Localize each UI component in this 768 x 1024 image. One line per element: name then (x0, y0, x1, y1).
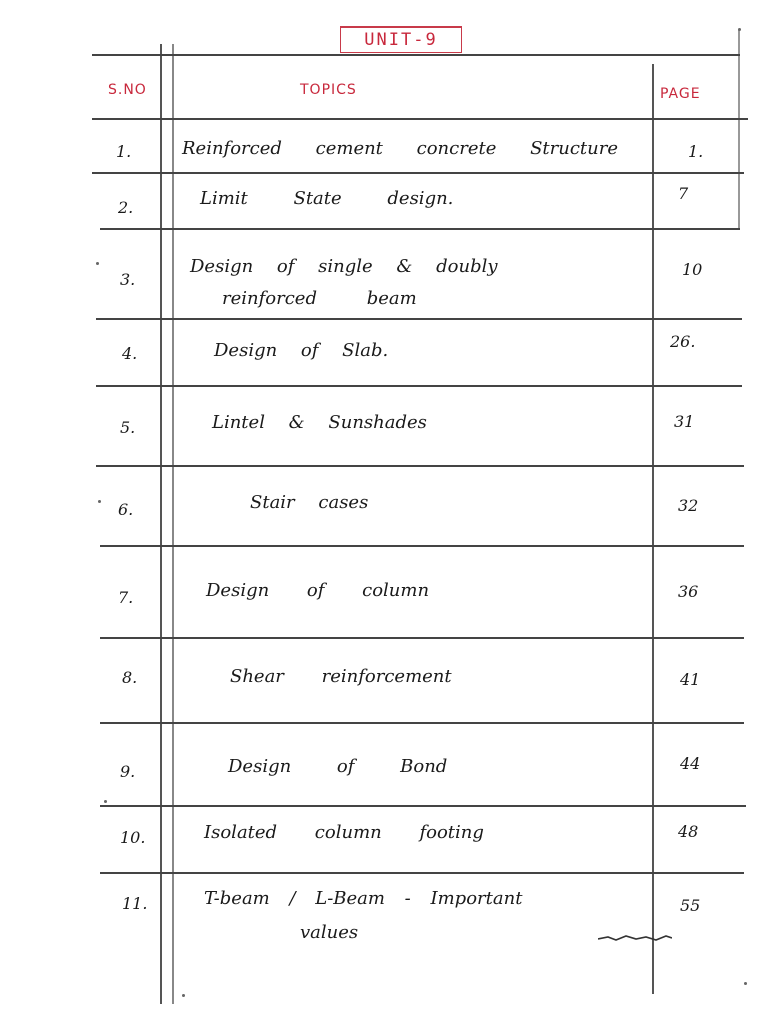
row-topic-continued: reinforced beam (222, 288, 417, 309)
row-page: 31 (674, 412, 695, 431)
scan-speck (738, 28, 741, 31)
row-topic: Stair cases (250, 492, 369, 513)
scan-speck (96, 262, 99, 265)
row-topic: Shear reinforcement (230, 666, 452, 687)
row-sno: 1. (116, 142, 132, 161)
row-page: 44 (680, 754, 701, 773)
row-topic: T-beam / L-Beam - Important (204, 888, 523, 909)
row-divider (100, 872, 744, 874)
row-divider (100, 545, 744, 547)
row-sno: 4. (122, 344, 138, 363)
row-page: 36 (678, 582, 699, 601)
scan-speck (182, 994, 185, 997)
row-page: 41 (680, 670, 701, 689)
left-margin-line (160, 44, 162, 1004)
row-sno: 8. (122, 668, 138, 687)
row-divider (92, 118, 748, 120)
row-sno: 10. (120, 828, 146, 847)
page-column-line (652, 64, 654, 994)
row-topic: Design of column (206, 580, 430, 601)
unit-title: UNIT-9 (340, 26, 462, 53)
scan-speck (98, 500, 101, 503)
header-sno: S.NO (108, 82, 147, 98)
row-divider (100, 722, 744, 724)
row-page: 32 (678, 496, 699, 515)
right-edge-line (738, 30, 740, 230)
row-divider (92, 172, 744, 174)
row-divider (96, 465, 744, 467)
row-topic: Limit State design. (200, 188, 454, 209)
row-sno: 7. (118, 588, 134, 607)
header-topics: TOPICS (300, 82, 357, 98)
row-sno: 2. (118, 198, 134, 217)
row-topic: Design of Slab. (214, 340, 389, 361)
row-topic: Reinforced cement concrete Structure (182, 138, 619, 159)
row-topic: Lintel & Sunshades (212, 412, 427, 433)
ink-scribble (598, 934, 672, 942)
row-topic: Isolated column footing (204, 822, 484, 843)
row-sno: 5. (120, 418, 136, 437)
row-divider (100, 637, 744, 639)
header-page: PAGE (660, 86, 701, 102)
row-sno: 11. (122, 894, 148, 913)
scan-speck (744, 982, 747, 985)
row-topic-continued: values (300, 922, 359, 943)
row-page: 55 (680, 896, 701, 915)
row-sno: 6. (118, 500, 134, 519)
scan-speck (104, 800, 107, 803)
row-topic: Design of single & doubly (190, 256, 498, 277)
row-sno: 9. (120, 762, 136, 781)
row-page: 10 (682, 260, 703, 279)
row-sno: 3. (120, 270, 136, 289)
row-divider (100, 805, 746, 807)
row-divider (96, 318, 742, 320)
row-page: 7 (678, 184, 689, 203)
row-page: 48 (678, 822, 699, 841)
row-divider (96, 385, 742, 387)
row-page: 26. (670, 332, 696, 351)
row-page: 1. (688, 142, 704, 161)
sno-column-line (172, 44, 174, 1004)
row-divider (92, 54, 740, 56)
row-divider (100, 228, 740, 230)
row-topic: Design of Bond (228, 756, 448, 777)
